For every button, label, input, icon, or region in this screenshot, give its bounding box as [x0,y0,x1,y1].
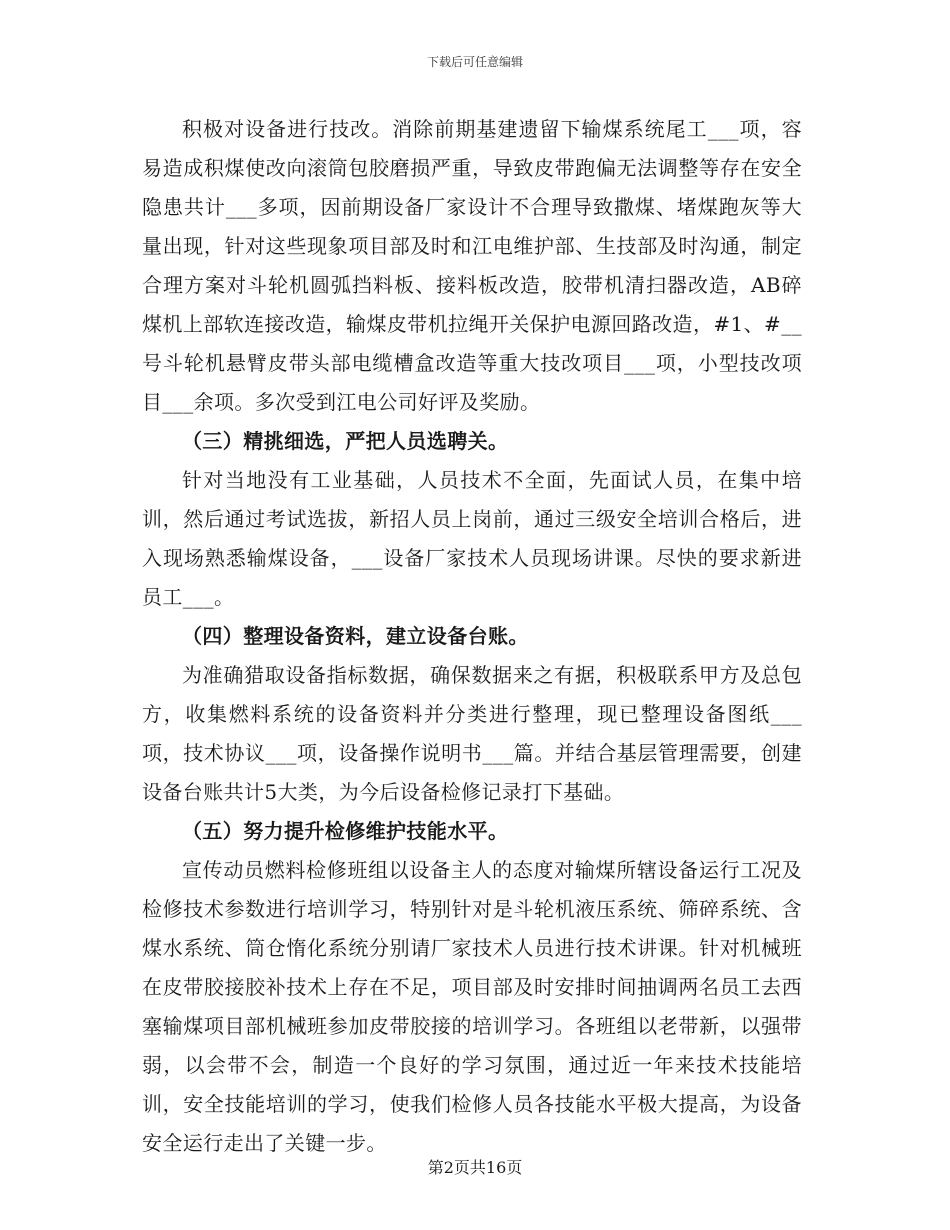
section-heading-4: （四）整理设备资料，建立设备台账。 [182,624,529,648]
section-heading-5: （五）努力提升检修维护技能水平。 [182,819,509,843]
paragraph-maintenance-skills: 宣传动员燃料检修班组以设备主人的态度对输煤所辖设备运行工况及检修技术参数进行培训学习，特别针对是斗轮机液压系统、筛碎系统、含煤水系统、筒仓惰化系统分别请厂家技术人员进行技术讲课。针对机械班在皮带胶接胶补技术上存在不足，项目部及时安排时间抽调两名员工去西塞输煤项目部机械班参加皮带胶接的培训学习。各班组以老带新，以强带弱，以会带不会，制造一个良好的学习氛围，通过近一年来技术技能培训，安全技能培训的学习，使我们检修人员各技能水平极大提高，为设备安全运行走出了关键一步。 [142,858,802,1155]
section-heading-3: （三）精挑细选，严把人员选聘关。 [182,429,509,453]
paragraph-staff-selection: 针对当地没有工业基础，人员技术不全面，先面试人员，在集中培训，然后通过考试选拔，新招人员上岗前，通过三级安全培训合格后，进入现场熟悉输煤设备，___设备厂家技术人员现场讲课。尽快的要求新进员工___。 [142,468,802,609]
document-body [142,110,802,1163]
paragraph-equipment-records: 为准确猎取设备指标数据，确保数据来之有据，积极联系甲方及总包方，收集燃料系统的设备资料并分类进行整理，现已整理设备图纸___项，技术协议___项，设备操作说明书___篇。并结合基层管理需要，创建设备台账共计5大类，为今后设备检修记录打下基础。 [142,663,802,804]
page-number: 第2页共16页 [427,1158,523,1177]
paragraph-tech-renovation: 积极对设备进行技改。消除前期基建遗留下输煤系统尾工___项，容易造成积煤使改向滚筒包胶磨损严重，导致皮带跑偏无法调整等存在安全隐患共计___多项，因前期设备厂家设计不合理导致撒煤、堵煤跑灰等大量出现，针对这些现象项目部及时和江电维护部、生技部及时沟通，制定合理方案对斗轮机圆弧挡料板、接料板改造，胶带机清扫器改造，AB碎煤机上部软连接改造，输煤皮带机拉绳开关保护电源回路改造，#1、#__号斗轮机悬臂皮带头部电缆槽盒改造等重大技改项目___项，小型技改项目___余项。多次受到江电公司好评及奖励。 [142,117,802,414]
header-note: 下载后可任意编辑 [426,55,523,69]
